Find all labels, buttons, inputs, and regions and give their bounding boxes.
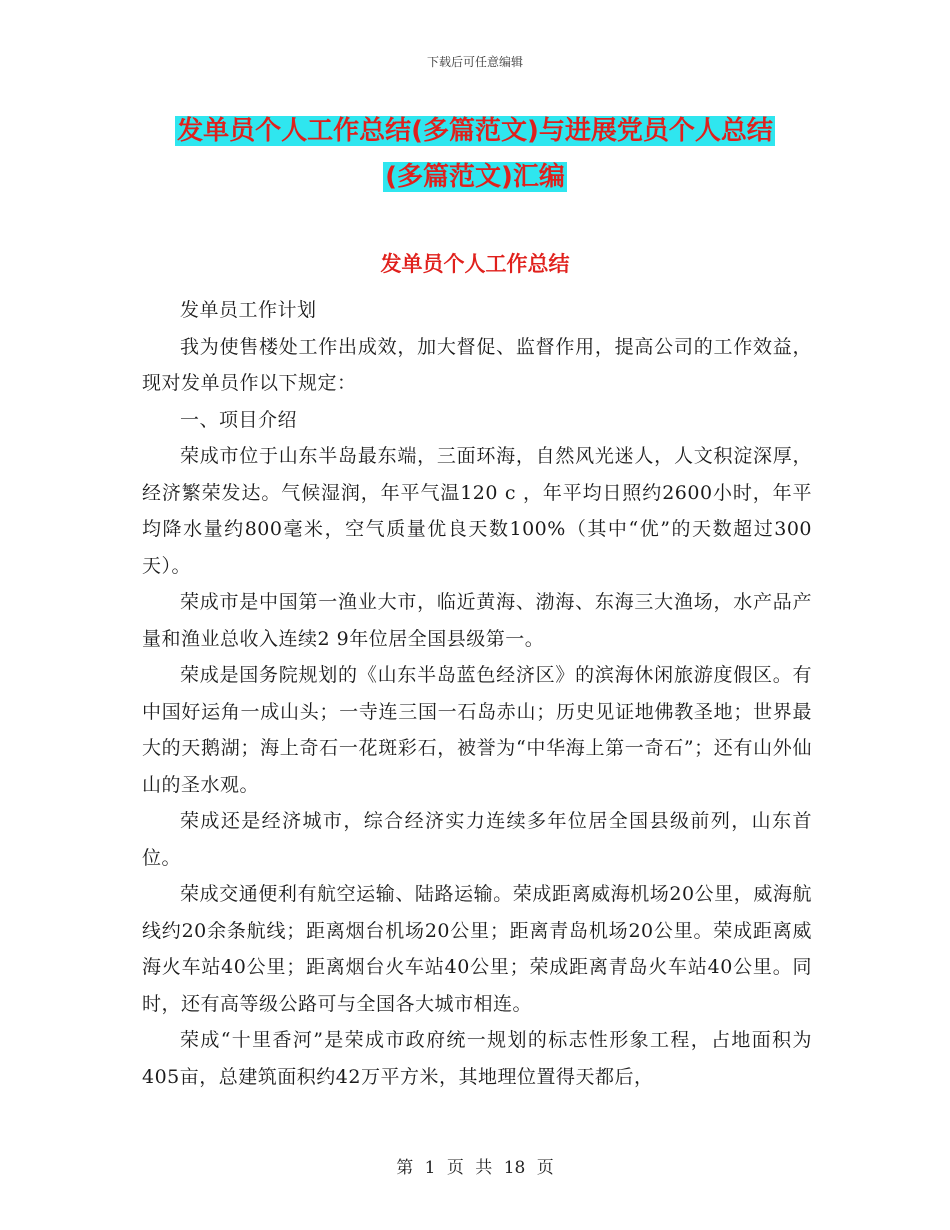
paragraph: 我为使售楼处工作出成效，加大督促、监督作用，提高公司的工作效益，现对发单员作以下规定： (142, 335, 812, 394)
header-note: 下载后可任意编辑 (426, 55, 523, 69)
document-title-line-1: 发单员个人工作总结(多篇范文)与进展党员个人总结 (177, 116, 773, 146)
paragraph: 一、项目介绍 (180, 408, 298, 431)
paragraph: 荣成还是经济城市，综合经济实力连续多年位居全国县级前列，山东首位。 (142, 810, 812, 869)
paragraph: 荣成是国务院规划的《山东半岛蓝色经济区》的滨海休闲旅游度假区。有中国好运角一成山头；一寺连三国一石岛赤山；历史见证地佛教圣地；世界最大的天鹅湖；海上奇石一花斑彩石，被誉为“中华海上第一奇石”；还有山外仙山的圣水观。 (142, 664, 812, 796)
section-title: 发单员个人工作总结 (380, 252, 570, 276)
page-number-footer: 第 1 页 共 18 页 (396, 1158, 554, 1178)
document-title-line-2: (多篇范文)汇编 (385, 162, 565, 192)
paragraph: 发单员工作计划 (180, 299, 317, 321)
paragraph: 荣成“十里香河”是荣成市政府统一规划的标志性形象工程，占地面积为405亩，总建筑面积约42万平方米，其地理位置得天都后， (142, 1029, 812, 1088)
body-text (142, 292, 812, 1095)
paragraph: 荣成交通便利有航空运输、陆路运输。荣成距离威海机场20公里，威海航线约20余条航线；距离烟台机场20公里；距离青岛机场20公里。荣成距离威海火车站40公里；距离烟台火车站40公里；荣成距离青岛火车站40公里。同时，还有高等级公路可与全国各大城市相连。 (142, 883, 812, 1015)
document-title (0, 108, 950, 200)
paragraph: 荣成市位于山东半岛最东端，三面环海，自然风光迷人，人文积淀深厚，经济繁荣发达。气候湿润，年平气温120 c ，年平均日照约2600小时，年平均降水量约800毫米，空气质量优良天数100%（其中“优”的天数超过300天）。 (142, 445, 812, 577)
paragraph: 荣成市是中国第一渔业大市，临近黄海、渤海、东海三大渔场，水产品产量和渔业总收入连续2 9年位居全国县级第一。 (142, 591, 812, 650)
